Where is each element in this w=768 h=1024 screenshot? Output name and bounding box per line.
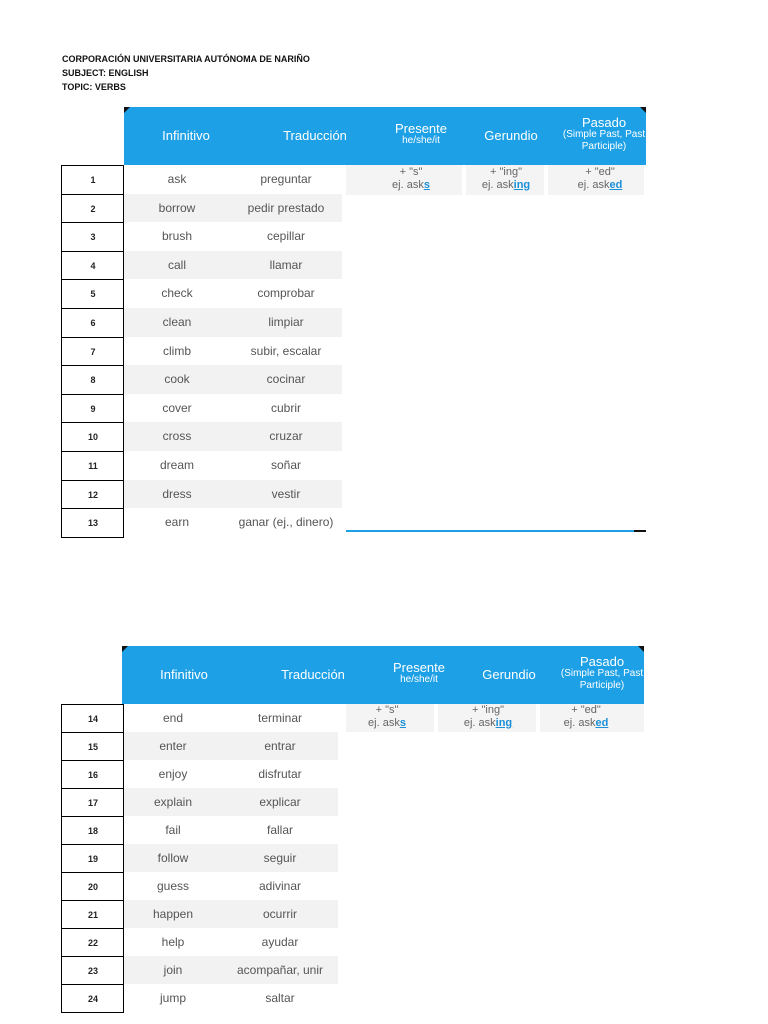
past-example: + "ed" ej. asked [563,704,609,729]
col-infinitive: Infinitivo [162,128,210,143]
verb-translation: subir, escalar [250,343,322,358]
table-2-header [122,646,644,704]
row-number: 22 [62,929,124,957]
row-number: 17 [62,789,124,817]
table-row [124,451,342,480]
verb-translation: ocurrir [262,907,297,921]
table-row [124,984,338,1012]
row-number: 24 [62,985,124,1013]
table-row [124,251,342,280]
table-row [124,704,338,732]
row-number-column [61,704,124,1013]
verb-translation: fallar [266,823,293,837]
row-number: 5 [62,280,124,309]
verb-translation: pedir prestado [247,200,325,215]
corner-mark [124,107,130,113]
verb-infinitive: cook [164,372,190,387]
col-past: Pasado [581,115,627,130]
row-number: 21 [62,901,124,929]
institution-name: CORPORACIÓN UNIVERSITARIA AUTÓNOMA DE NARIÑO [62,54,310,64]
verb-translation: cocinar [266,372,306,387]
past-example: + "ed" ej. asked [577,166,623,191]
gerund-example: + "ing" ej. asking [481,166,531,191]
col-present: Presente [394,121,448,136]
row-number: 18 [62,817,124,845]
verb-infinitive: enter [159,739,187,753]
table-row [124,165,342,194]
verb-translation: adivinar [258,879,302,893]
row-number: 2 [62,195,124,224]
table-row [124,928,338,956]
verb-infinitive: happen [152,907,194,921]
verb-translation: vestir [271,486,301,501]
col-past: Pasado [579,654,625,669]
row-number-column [61,165,124,538]
verb-translation: acompañar, unir [236,963,324,977]
row-number: 10 [62,423,124,452]
verb-translation: limpiar [268,315,304,329]
row-number: 9 [62,395,124,424]
verb-infinitive: guess [156,879,190,893]
verb-infinitive: dress [162,486,192,501]
row-number: 14 [62,705,124,733]
row-number: 3 [62,223,124,252]
table-row [124,872,338,900]
topic-label: TOPIC: VERBS [62,82,126,92]
row-number: 23 [62,957,124,985]
col-gerund: Gerundio [484,128,538,143]
table-row [124,956,338,984]
corner-mark [122,646,128,652]
verb-translation: terminar [257,711,302,725]
table-1-header [124,107,646,165]
table-row [124,508,342,537]
col-past-sub: (Simple Past, Past Participle) [562,129,646,152]
table-row [124,222,342,251]
verb-infinitive: clean [162,315,192,329]
verb-translation: cepillar [266,229,305,244]
table-row [124,394,342,423]
subject-label: SUBJECT: ENGLISH [62,68,149,78]
verb-infinitive: cross [162,429,192,444]
present-example: + "s" ej. asks [368,704,406,729]
table-row [124,365,342,394]
verb-infinitive: climb [162,343,191,358]
col-present-sub: he/she/it [402,135,440,146]
verb-infinitive: help [161,935,185,949]
table-row [124,279,342,308]
table-row [124,844,338,872]
verb-infinitive: borrow [158,200,196,215]
col-present-sub: he/she/it [400,674,438,685]
col-translation: Traducción [283,128,347,143]
table-row [124,760,338,788]
verb-translation: comprobar [257,286,315,301]
verb-translation: seguir [263,851,297,865]
col-past-sub: (Simple Past, Past Participle) [560,668,644,691]
verb-translation: cubrir [270,400,301,415]
row-number: 8 [62,366,124,395]
verb-infinitive: join [163,963,183,977]
row-number: 19 [62,845,124,873]
verb-infinitive: ask [167,172,187,186]
verb-translation: preguntar [260,172,312,186]
verb-translation: llamar [269,257,303,272]
verb-translation: explicar [259,795,301,809]
row-number: 15 [62,733,124,761]
table-row [124,816,338,844]
verb-translation: ayudar [261,935,299,949]
row-number: 4 [62,252,124,281]
row-number: 7 [62,338,124,367]
row-number: 12 [62,481,124,510]
verb-infinitive: earn [164,515,190,530]
corner-mark [638,646,644,652]
verb-translation: soñar [270,458,302,472]
verb-infinitive: jump [159,991,186,1005]
verb-infinitive: cover [162,400,192,415]
col-gerund: Gerundio [482,667,536,682]
row-number: 20 [62,873,124,901]
row-number: 11 [62,452,124,481]
row-number: 6 [62,309,124,338]
verb-translation: entrar [264,739,296,753]
col-translation: Traducción [281,667,345,682]
table-row [124,194,342,223]
verb-infinitive: call [167,257,186,272]
col-present: Presente [392,660,446,675]
verb-infinitive: explain [153,795,193,809]
verb-infinitive: end [162,711,184,725]
row-number: 1 [62,166,124,195]
table-row [124,788,338,816]
table-row [124,732,338,760]
table-row [124,480,342,509]
verb-infinitive: dream [159,458,194,472]
gerund-example: + "ing" ej. asking [463,704,513,729]
verb-infinitive: brush [161,229,193,244]
verb-infinitive: follow [157,851,189,865]
present-example: + "s" ej. asks [392,166,430,191]
table-row [124,900,338,928]
corner-mark [640,107,646,113]
verb-translation: ganar (ej., dinero) [238,515,334,530]
verb-infinitive: check [161,286,193,301]
table-bottom-line-end [634,530,646,532]
table-row [124,337,342,366]
table-row [124,308,342,337]
verb-infinitive: fail [165,823,181,837]
verb-translation: disfrutar [258,767,302,781]
col-infinitive: Infinitivo [160,667,208,682]
verb-infinitive: enjoy [158,767,188,781]
table-bottom-line [346,530,634,532]
row-number: 16 [62,761,124,789]
verb-translation: saltar [265,991,295,1005]
verb-translation: cruzar [269,429,303,444]
row-number: 13 [62,509,124,538]
table-row [124,422,342,451]
